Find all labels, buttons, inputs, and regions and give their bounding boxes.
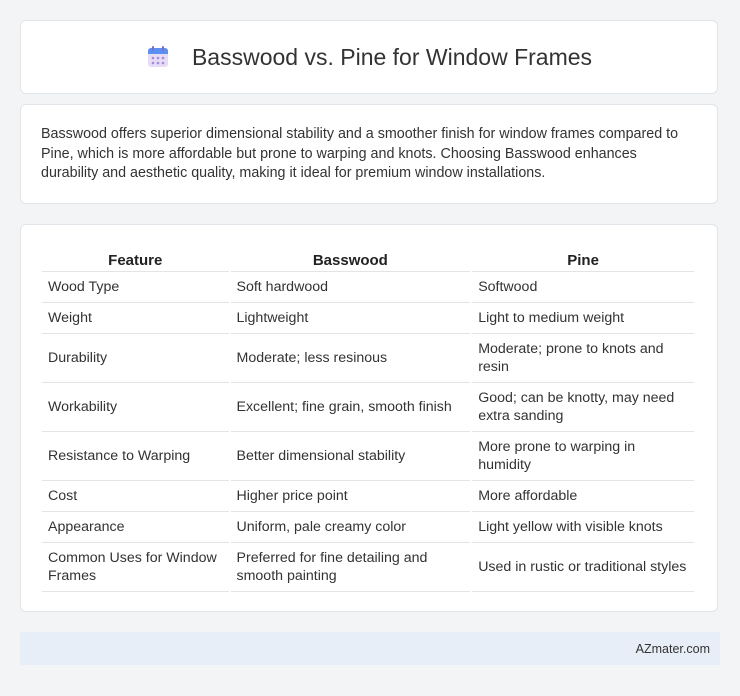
page-title: Basswood vs. Pine for Window Frames [191,43,593,70]
basswood-cell: Excellent; fine grain, smooth finish [231,383,471,432]
basswood-cell: Better dimensional stability [231,432,471,481]
basswood-cell: Soft hardwood [231,272,471,303]
table-row [42,272,694,303]
title-wrap [146,44,592,71]
feature-cell: Common Uses for Window Frames [42,543,229,592]
basswood-cell: Moderate; less resinous [231,334,471,383]
table-row [42,334,694,383]
table-row [42,543,694,592]
header-pine: Pine [472,245,694,272]
calendar-icon [146,45,170,69]
feature-cell: Weight [42,303,229,334]
pine-cell: Good; can be knotty, may need extra sanding [472,383,694,432]
pine-cell: More affordable [472,481,694,512]
pine-cell: Used in rustic or traditional styles [472,543,694,592]
feature-cell: Resistance to Warping [42,432,229,481]
pine-cell: Light yellow with visible knots [472,512,694,543]
comparison-table [40,245,696,592]
feature-cell: Workability [42,383,229,432]
pine-cell: Moderate; prone to knots and resin [472,334,694,383]
feature-cell: Wood Type [42,272,229,303]
pine-cell: Light to medium weight [472,303,694,334]
feature-cell: Cost [42,481,229,512]
feature-cell: Durability [42,334,229,383]
pine-cell: More prone to warping in humidity [472,432,694,481]
header-basswood: Basswood [231,245,471,272]
table-row [42,303,694,334]
table-row [42,512,694,543]
header-feature: Feature [42,245,229,272]
pine-cell: Softwood [472,272,694,303]
table-row [42,481,694,512]
basswood-cell: Preferred for fine detailing and smooth painting [231,543,471,592]
title-card [20,20,718,94]
table-row [42,383,694,432]
footer-bar [20,632,720,665]
basswood-cell: Higher price point [231,481,471,512]
intro-paragraph: Basswood offers superior dimensional stability and a smoother finish for window frames compared to Pine, which is more affordable but prone to warping and knots. Choosing Basswood enhances durability and aesthetic quality, making it ideal for premium window installations. [41,126,679,182]
basswood-cell: Uniform, pale creamy color [231,512,471,543]
table-header-row [42,245,694,272]
intro-card [20,104,718,204]
feature-cell: Appearance [42,512,229,543]
table-row [42,432,694,481]
footer-brand: AZmater.com [635,641,710,656]
comparison-table-card [20,224,718,612]
basswood-cell: Lightweight [231,303,471,334]
